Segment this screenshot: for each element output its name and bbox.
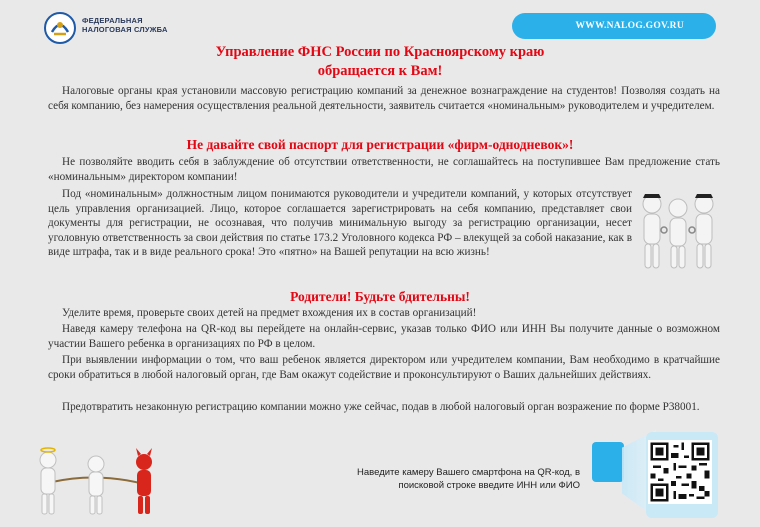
fns-emblem-logo — [44, 12, 76, 44]
section2-paragraph3: При выявлении информации о том, что ваш ребенок является директором или учредителем компании, Вам необходимо в кратчайшие сроки обратиться в любой налоговый орган, где Вам окажут содействие и проконсультируют о Ваших дальнейших действиях. — [48, 354, 720, 381]
title-line1: Управление ФНС России по Красноярскому краю — [215, 44, 545, 60]
org-name — [82, 16, 168, 34]
page-title — [0, 43, 760, 81]
section1-paragraph2: Под «номинальным» должностным лицом понимаются руководители и учредители компаний, у которых отсутствует цель управления организацией. Лицо, которое соглашается зарегистрировать на себя компанию, представляет свои документы для регистрации, не осознавая, что получив минимальную выгоду за регистрацию организации, несет уголовную ответственность за свои действия по статье 173.2 Уголовного кодекса РФ – влекущей за собой наказание, как в виде штрафа, так и в виде реального срока! Это «пятно» на Вашей репутации на всю жизнь! — [48, 188, 632, 258]
section2-paragraph4: Предотвратить незаконную регистрацию компании можно уже сейчас, подав в любой налоговый орган возражение по форме Р38001. — [62, 401, 700, 413]
intro-paragraph: Налоговые органы края установили массовую регистрацию компаний за денежное вознаграждение на студентов! Позволяя создать на себя компанию, без намерения осуществления реальной деятельности, заявитель считается «номинальным» руководителем и учредителем. — [48, 85, 720, 112]
title-line2: обращается к Вам! — [317, 63, 443, 79]
angel-devil-tug-of-war-illustration — [32, 442, 162, 522]
qr-code[interactable] — [648, 440, 712, 504]
section2-paragraph1: Уделите время, проверьте своих детей на предмет вхождения их в состав организаций! — [62, 307, 477, 319]
section1-paragraph1: Не позволяйте вводить себя в заблуждение об отсутствии ответственности, не соглашайтесь на поступившее Вам предложение стать «номинальным» директором компании! — [48, 156, 720, 183]
handcuffed-figure-illustration — [634, 186, 722, 272]
org-name-line2: НАЛОГОВАЯ СЛУЖБА — [82, 25, 168, 34]
website-link[interactable]: WWW.NALOG.GOV.RU — [512, 13, 716, 39]
section2-paragraph2: Наведя камеру телефона на QR-код вы перейдете на онлайн-сервис, указав только ФИО или ИНН Вы получите данные о возможном участии Вашего ребенка в организациях по РФ в целом. — [48, 323, 720, 350]
section2-heading: Родители! Будьте бдительны! — [290, 289, 470, 304]
smartphone-icon — [592, 442, 624, 482]
org-name-line1: ФЕДЕРАЛЬНАЯ — [82, 16, 143, 25]
qr-instruction-text: Наведите камеру Вашего смартфона на QR-код, в поисковой строке введите ИНН или ФИО — [357, 467, 580, 491]
section1-heading: Не давайте свой паспорт для регистрации «фирм-однодневок»! — [186, 137, 574, 152]
